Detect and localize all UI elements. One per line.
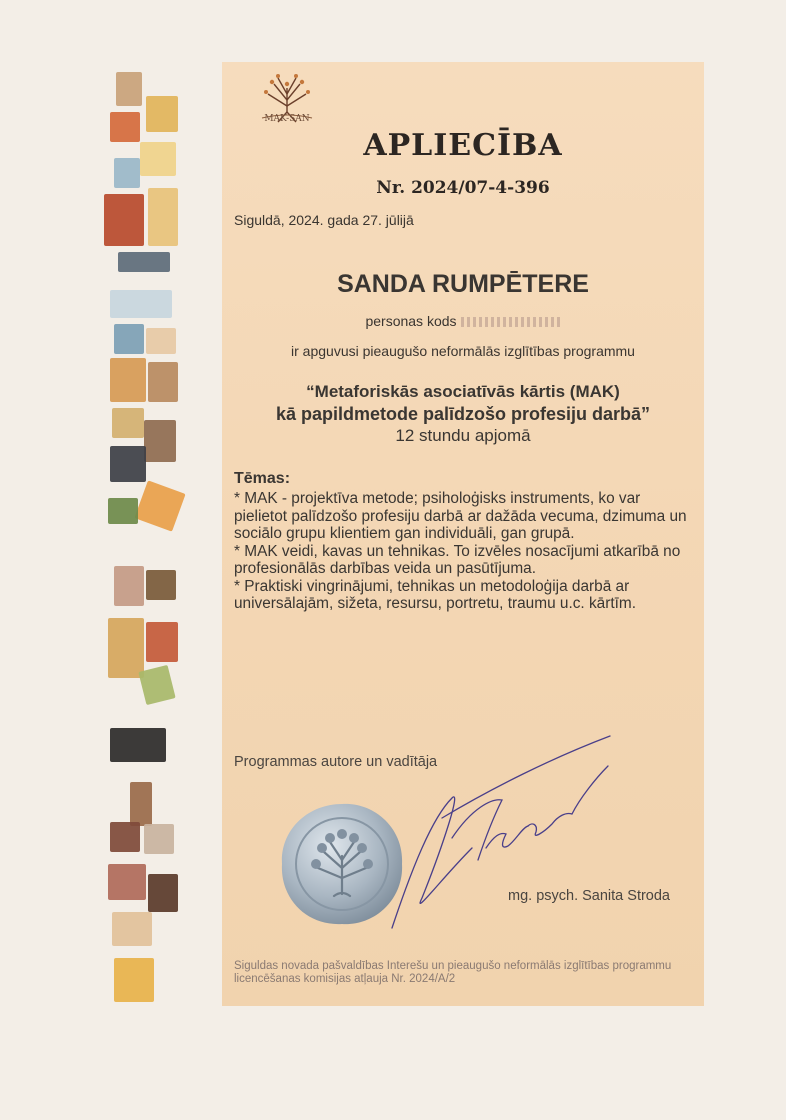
topics-list: [234, 490, 694, 613]
program-hours: 12 stundu apjomā: [395, 426, 531, 445]
program-title-line2: kā papildmetode palīdzošo profesiju darbā”: [275, 404, 651, 424]
decorative-card-strip: [104, 62, 182, 1007]
topic-item: * MAK veidi, kavas un tehnikas. To izvēles nosacījumi atkarībā no profesionālās darbības veida un pasūtījuma.: [234, 542, 681, 577]
topics-heading: Tēmas:: [234, 470, 291, 487]
logo-text: MAK-SAN: [264, 114, 310, 124]
author-signature: [382, 728, 622, 948]
topic-item: * Praktiski vingrinājumi, tehnikas un metodoloģija darbā ar universālajām, sižeta, resursu, portretu, traumu u.c. kārtīm.: [234, 577, 637, 612]
topic-item: * MAK - projektīva metode; psiholoģisks instruments, ko var pielietot palīdzošo profesiju darbā ar dažāda vecuma, dzimuma un sociālo grupu klientiem gan individuāli, gan grupā.: [234, 490, 687, 542]
author-label: Programmas autore un vadītāja: [234, 754, 438, 770]
place-date: Siguldā, 2024. gada 27. jūlijā: [234, 212, 414, 228]
personal-code: [222, 313, 704, 329]
redacted-code: [461, 317, 561, 327]
license-note: Siguldas novada pašvaldības Interešu un pieaugušo neformālās izglītības programmu licencēšanas komisijas atļauja Nr. 2024/A/2: [234, 960, 672, 985]
certificate-title: APLIECĪBA: [363, 128, 563, 163]
certificate-panel: [222, 62, 704, 1006]
author-name: mg. psych. Sanita Stroda: [508, 888, 670, 904]
certificate-number: Nr. 2024/07-4-396: [376, 178, 550, 198]
program-title-line1: “Metaforiskās asociatīvās kārtis (MAK): [306, 382, 620, 401]
completion-statement: ir apguvusi pieaugušo neformālās izglītības programmu: [291, 343, 635, 359]
recipient-name: SANDA RUMPĒTERE: [337, 270, 589, 298]
personal-code-label: personas kods: [365, 313, 457, 329]
